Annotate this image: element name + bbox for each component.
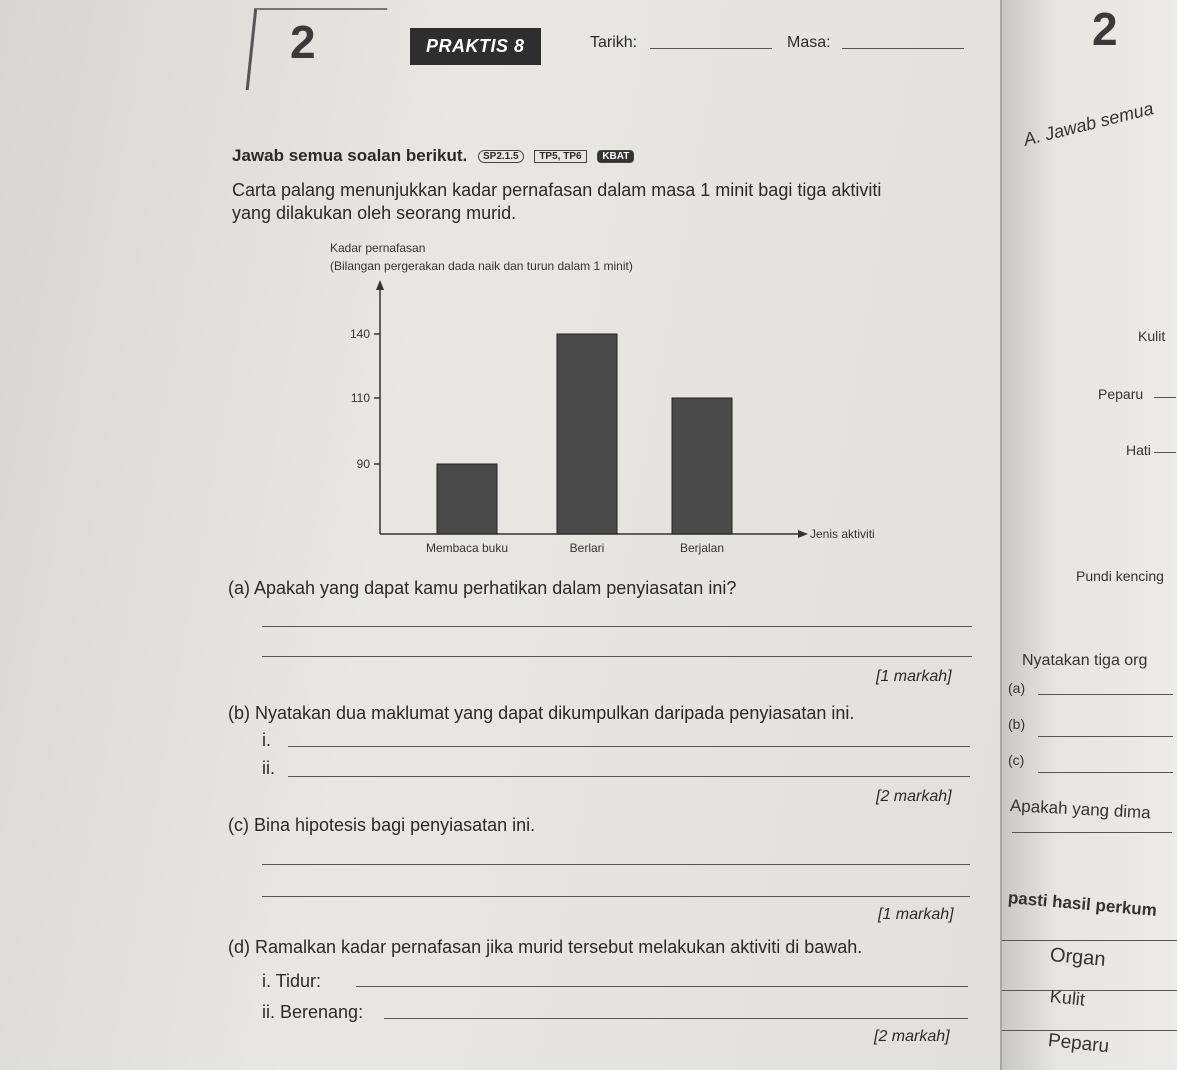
instruction-text: Jawab semua soalan berikut. bbox=[232, 146, 468, 165]
marks-b: [2 markah] bbox=[876, 788, 952, 805]
table-row-line bbox=[1002, 1030, 1177, 1031]
intro-line-1: Carta palang menunjukkan kadar pernafasan dalam masa 1 minit bagi tiga aktiviti bbox=[232, 180, 882, 200]
question-a: (a) Apakah yang dapat kamu perhatikan dalam penyiasatan ini? bbox=[228, 578, 737, 598]
tarikh-label: Tarikh: bbox=[590, 34, 638, 51]
praktis-label: PRAKTIS 8 bbox=[410, 28, 541, 65]
answer-d-line-2[interactable] bbox=[384, 1018, 968, 1019]
table-row-kulit: Kulit bbox=[1049, 986, 1086, 1010]
right-opt-c: (c) bbox=[1008, 752, 1025, 768]
label-line-peparu bbox=[1154, 397, 1176, 398]
chart-subtitle: (Bilangan pergerakan dada naik dan turun dalam 1 minit) bbox=[330, 259, 633, 273]
answer-b-line-2[interactable] bbox=[288, 776, 970, 777]
label-line-hati bbox=[1154, 452, 1176, 453]
bar-chart bbox=[320, 238, 900, 558]
d-item-1-label: i. Tidur: bbox=[262, 971, 322, 991]
category-label-0: Membaca buku bbox=[425, 541, 509, 555]
question-d: (d) Ramalkan kadar pernafasan jika murid tersebut melakukan aktiviti di bawah. bbox=[228, 937, 863, 957]
b-item-2-label: ii. bbox=[262, 758, 275, 778]
tarikh-field[interactable] bbox=[650, 48, 772, 49]
organ-pundi: Pundi kencing bbox=[1076, 568, 1164, 584]
organ-hati: Hati bbox=[1126, 442, 1151, 458]
y-tick-label-140: 140 bbox=[349, 327, 370, 341]
right-opt-b: (b) bbox=[1008, 716, 1026, 732]
right-opt-a: (a) bbox=[1008, 680, 1026, 696]
x-axis-label: Jenis aktiviti bbox=[810, 527, 875, 541]
organ-peparu: Peparu bbox=[1098, 386, 1144, 402]
bar-berjalan bbox=[672, 398, 732, 534]
table-head-organ: Organ bbox=[1049, 944, 1107, 971]
right-nyatakan: Nyatakan tiga org bbox=[1022, 652, 1148, 669]
masa-field[interactable] bbox=[842, 48, 964, 49]
right-line-c[interactable] bbox=[1038, 772, 1173, 773]
tag-kbat: KBAT bbox=[597, 150, 634, 163]
right-apakah: Apakah yang dima bbox=[1009, 796, 1152, 823]
table-top-line bbox=[1002, 940, 1177, 941]
table-row-peparu: Peparu bbox=[1046, 1030, 1111, 1058]
bar-membaca-buku bbox=[437, 464, 497, 534]
d-item-2-label: ii. Berenang: bbox=[262, 1002, 364, 1022]
bar-berlari bbox=[557, 334, 617, 534]
chapter-number-left: 2 bbox=[290, 16, 316, 68]
right-heading: A. Jawab semua bbox=[1021, 98, 1156, 150]
masa-label: Masa: bbox=[787, 34, 831, 51]
marks-d: [2 markah] bbox=[874, 1028, 950, 1045]
x-axis-arrow bbox=[798, 530, 808, 538]
right-pasti: pasti hasil perkum bbox=[1007, 888, 1158, 920]
right-line-apakah[interactable] bbox=[1012, 832, 1172, 833]
chart-title: Kadar pernafasan bbox=[330, 241, 426, 255]
answer-a-line-1[interactable] bbox=[262, 626, 972, 627]
marks-a: [1 markah] bbox=[876, 668, 952, 685]
category-label-2: Berjalan bbox=[679, 541, 725, 555]
tab-shape-left bbox=[246, 8, 388, 90]
tag-tp: TP5, TP6 bbox=[534, 150, 586, 163]
y-tick-label-90: 90 bbox=[356, 457, 370, 471]
marks-c: [1 markah] bbox=[878, 906, 954, 923]
tag-sp: SP2.1.5 bbox=[478, 150, 524, 163]
organ-kulit: Kulit bbox=[1138, 328, 1166, 344]
answer-d-line-1[interactable] bbox=[356, 986, 968, 987]
right-line-a[interactable] bbox=[1038, 694, 1173, 695]
facing-page bbox=[1000, 0, 1177, 1070]
answer-b-line-1[interactable] bbox=[288, 746, 970, 747]
answer-a-line-2[interactable] bbox=[262, 656, 972, 657]
instruction-row bbox=[232, 146, 634, 166]
question-c: (c) Bina hipotesis bagi penyiasatan ini. bbox=[228, 815, 536, 835]
answer-c-line-1[interactable] bbox=[262, 864, 970, 865]
b-item-1-label: i. bbox=[262, 730, 271, 750]
y-axis-arrow bbox=[376, 280, 384, 290]
y-tick-label-110: 110 bbox=[350, 391, 370, 405]
right-line-b[interactable] bbox=[1038, 736, 1173, 737]
question-b: (b) Nyatakan dua maklumat yang dapat dikumpulkan daripada penyiasatan ini. bbox=[228, 703, 855, 723]
category-label-1: Berlari bbox=[569, 541, 605, 555]
table-head-line bbox=[1002, 990, 1177, 991]
answer-c-line-2[interactable] bbox=[262, 896, 970, 897]
intro-line-2: yang dilakukan oleh seorang murid. bbox=[232, 203, 517, 223]
chapter-number-right: 2 bbox=[1092, 3, 1118, 55]
